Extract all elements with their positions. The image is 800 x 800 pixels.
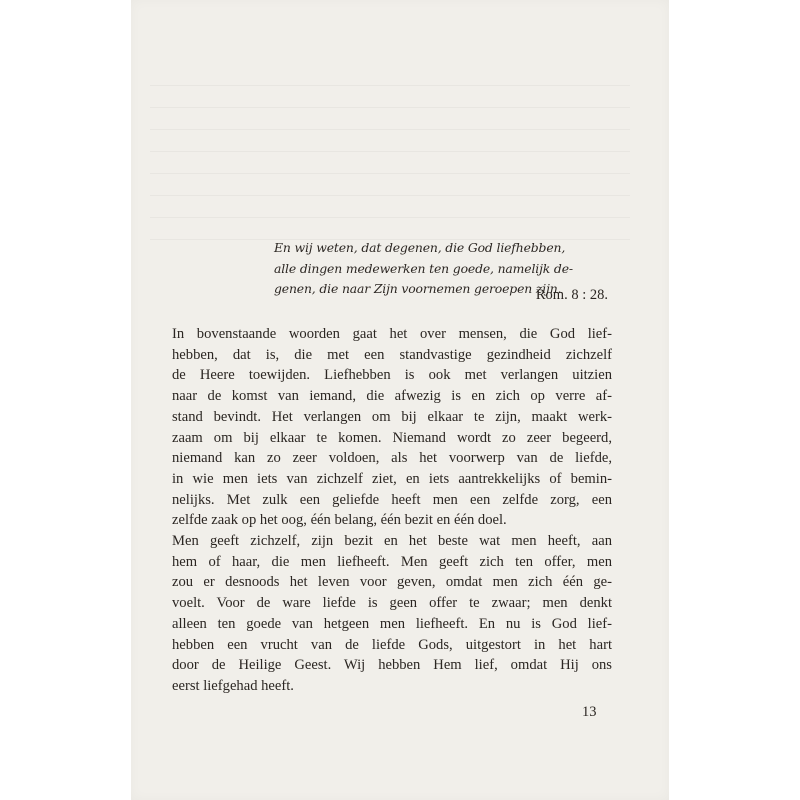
body-line: zaam om bij elkaar te komen. Niemand wordt zo zeer begeerd, [172,429,612,446]
epigraph-line: En wij weten, dat degenen, die God liefhebben, [274,240,566,255]
body-line: alleen ten goede van hetgeen men liefheeft. En nu is God lief- [172,615,612,632]
body-line: zelfde zaak op het oog, één belang, één bezit en één doel. [172,512,507,529]
body-line: niemand kan zo zeer voldoen, als het voorwerp van de liefde, [172,450,612,467]
epigraph-line: genen, die naar Zijn voornemen geroepen zijn. [274,281,562,296]
show-through-text [150,85,630,245]
body-line: naar de komst van iemand, die afwezig is en zich op verre af- [172,388,612,405]
body-line: zou er desnoods het leven voor geven, omdat men zich één ge- [172,574,612,591]
bible-reference: Rom. 8 : 28. [535,287,608,303]
body-line: in wie men iets van zichzelf ziet, en iets aantrekkelijks of bemin- [172,470,612,487]
body-line: Men geeft zichzelf, zijn bezit en het beste wat men heeft, aan [172,533,612,550]
body-line: hebben, dat is, die met een standvastige gezindheid zichzelf [172,346,612,363]
body-line: hebben een vrucht van de liefde Gods, uitgestort in het hart [172,636,612,653]
page-number: 13 [582,704,597,720]
body-line: eerst liefgehad heeft. [172,677,294,694]
body-line: de Heere toewijden. Liefhebben is ook met verlangen uitzien [172,367,612,384]
body-line: door de Heilige Geest. Wij hebben Hem lief, omdat Hij ons [172,657,612,674]
body-line: In bovenstaande woorden gaat het over mensen, die God lief- [172,326,612,342]
body-line: stand bevindt. Het verlangen om bij elkaar te zijn, maakt werk- [172,408,612,425]
body-line: hem of haar, die men liefheeft. Men geeft zich ten offer, men [172,553,612,570]
body-paragraphs [172,324,612,697]
body-line: nelijks. Met zulk een geliefde heeft men een zelfde zorg, een [172,491,612,508]
body-line: voelt. Voor de ware liefde is geen offer te zwaar; men denkt [172,595,612,612]
epigraph-line: alle dingen medewerken ten goede, namelijk de- [274,260,573,276]
